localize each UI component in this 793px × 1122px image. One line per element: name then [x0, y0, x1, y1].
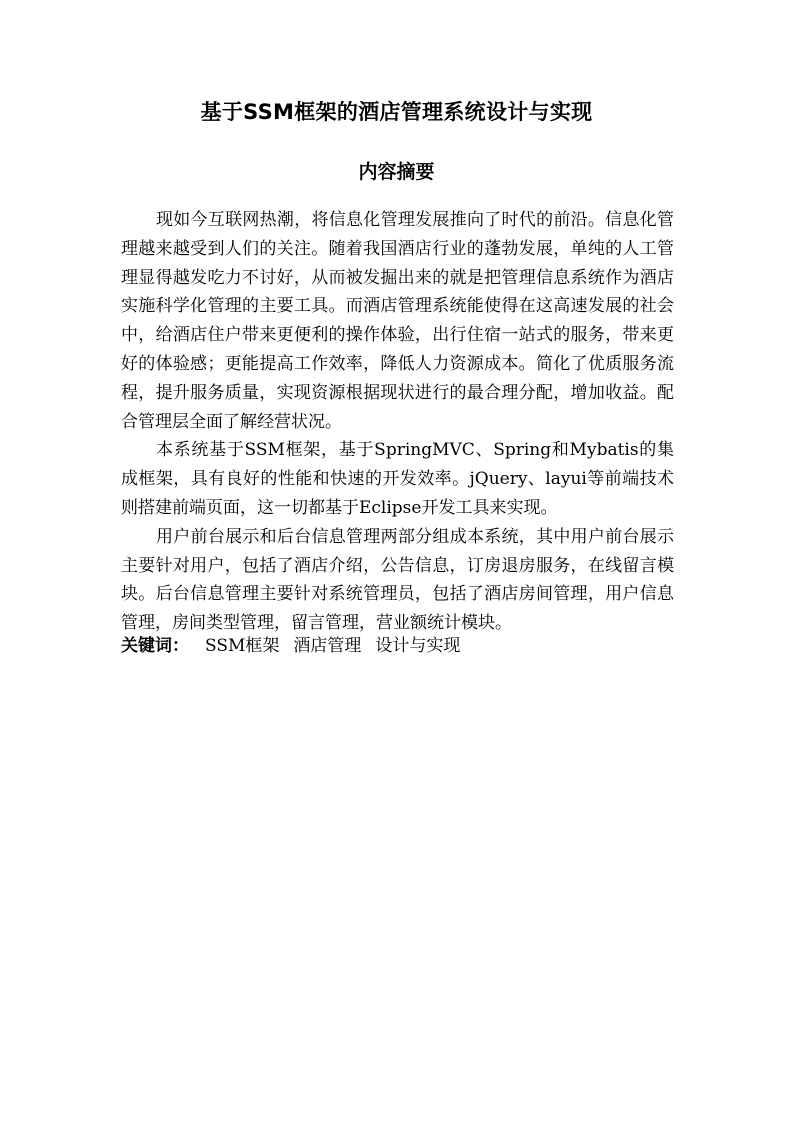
document-title: 基于SSM框架的酒店管理系统设计与实现: [200, 100, 593, 124]
abstract-paragraph: 本系统基于SSM框架，基于SpringMVC、Spring和Mybatis的集成框架，具有良好的性能和快速的开发效率。jQuery、layui等前端技术则搭建前端页面，这一切都基于Eclipse开发工具来实现。: [121, 440, 674, 518]
abstract-paragraph: 现如今互联网热潮，将信息化管理发展推向了时代的前沿。信息化管理越来越受到人们的关注。随着我国酒店行业的蓬勃发展，单纯的人工管理显得越发吃力不讨好，从而被发掘出来的就是把管理信息系统作为酒店实施科学化管理的主要工具。而酒店管理系统能使得在这高速发展的社会中，给酒店住户带来更便利的操作体验，出行住宿一站式的服务，带来更好的体验感；更能提高工作效率，降低人力资源成本。简化了优质服务流程，提升服务质量，实现资源根据现状进行的最合理分配，增加收益。配合管理层全面了解经营状况。: [121, 210, 674, 432]
keyword: SSM框架: [205, 636, 280, 656]
abstract-body: [121, 206, 674, 638]
keywords-label: 关键词：: [121, 636, 189, 656]
keyword: 酒店管理: [293, 636, 362, 656]
abstract-paragraph: 用户前台展示和后台信息管理两部分组成本系统，其中用户前台展示主要针对用户，包括了酒店介绍，公告信息，订房退房服务，在线留言模块。后台信息管理主要针对系统管理员，包括了酒店房间管理，用户信息管理，房间类型管理，留言管理，营业额统计模块。: [121, 526, 674, 634]
abstract-heading: 内容摘要: [358, 161, 435, 183]
keywords-line: [121, 632, 681, 660]
keyword: 设计与实现: [375, 636, 461, 656]
